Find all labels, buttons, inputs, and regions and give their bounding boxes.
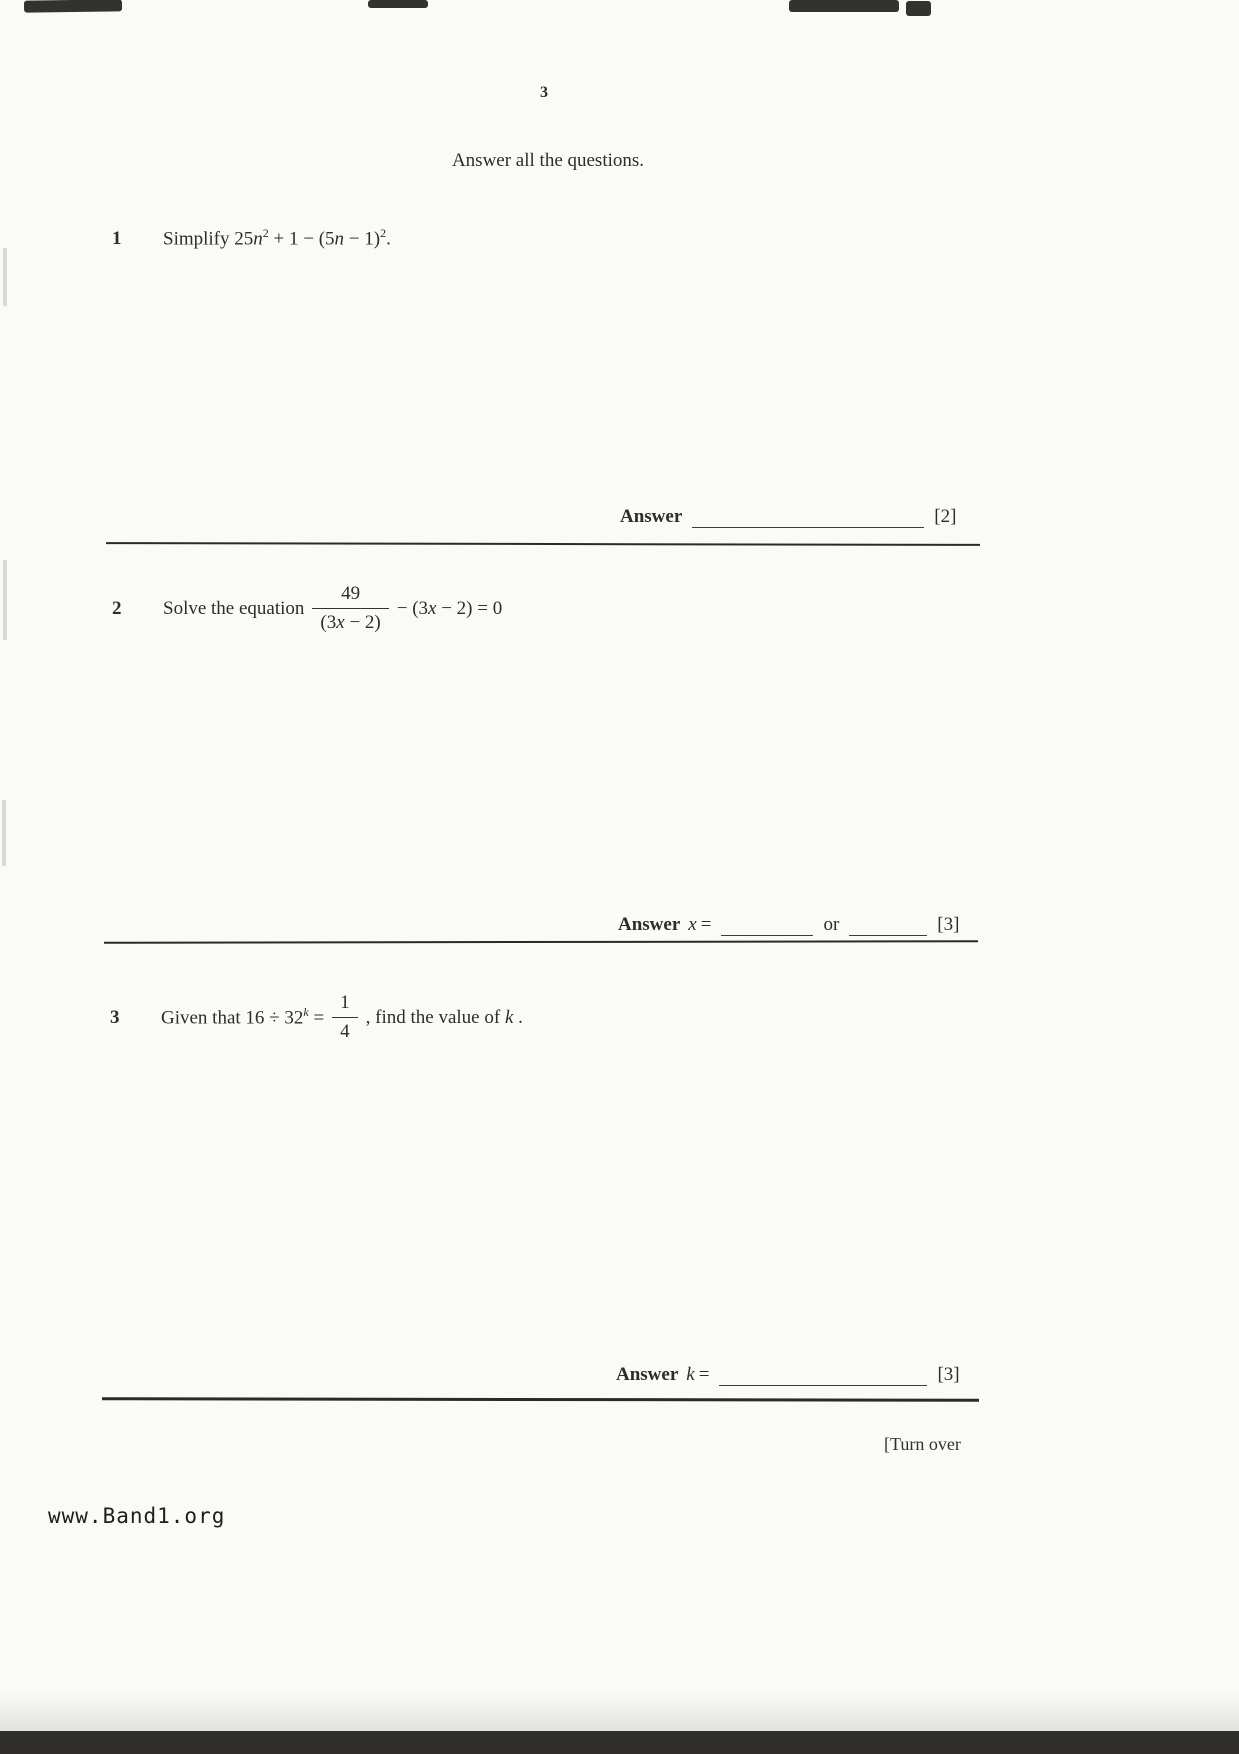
section-rule <box>106 542 980 546</box>
question-1-number: 1 <box>112 228 122 250</box>
q1-answer-row <box>620 506 956 528</box>
q1-marks: [2] <box>934 506 957 527</box>
scan-artifact <box>3 248 7 306</box>
page-number: 3 <box>540 84 548 101</box>
q3-marks: [3] <box>937 1364 960 1385</box>
q1-answer-label: Answer <box>620 506 683 527</box>
q3-exponent: k <box>303 1005 309 1020</box>
q2-answer-label: Answer <box>618 914 681 935</box>
question-1-text <box>163 226 391 250</box>
q1-variable: n <box>334 228 345 250</box>
scan-artifact <box>368 0 428 8</box>
question-2 <box>112 583 502 634</box>
q1-text-part: + 1 − (5 <box>268 228 335 250</box>
q2-fraction <box>312 583 388 634</box>
scan-bottom-shadow <box>0 1692 1239 1731</box>
q2-fraction-numerator: 49 <box>341 583 361 604</box>
question-1 <box>112 226 391 250</box>
q3-text-part: , find the value of <box>365 1006 505 1028</box>
scan-artifact <box>2 800 6 866</box>
q1-variable: n <box>253 228 263 250</box>
scan-bottom-bar <box>0 1731 1239 1754</box>
scan-artifact <box>3 560 7 640</box>
q2-answer-blank-2 <box>849 914 927 936</box>
q2-den-part: − 2) <box>344 612 381 633</box>
q2-answer-row <box>618 914 959 936</box>
question-2-number: 2 <box>112 597 122 619</box>
q3-text-part: = <box>308 1007 325 1029</box>
q2-or-label: or <box>823 914 840 935</box>
q3-answer-equals: = <box>698 1364 710 1385</box>
instruction-line: Answer all the questions. <box>451 150 645 171</box>
question-3-text-start <box>161 1005 324 1029</box>
q1-answer-blank <box>692 506 924 528</box>
question-3-text-end <box>366 1007 523 1029</box>
q2-den-part: (3 <box>320 612 337 633</box>
q3-fraction-numerator: 1 <box>340 992 350 1013</box>
q3-answer-label: Answer <box>616 1364 679 1385</box>
question-3-number: 3 <box>110 1006 120 1028</box>
q3-answer-row <box>616 1364 960 1386</box>
question-2-equation-rest <box>397 598 503 620</box>
q1-text-part: . <box>386 228 391 250</box>
q2-fraction-denominator <box>312 608 388 634</box>
scan-artifact <box>24 0 122 13</box>
q3-fraction-denominator: 4 <box>332 1017 358 1043</box>
q1-exponent: 2 <box>380 226 387 240</box>
q1-exponent: 2 <box>262 226 269 240</box>
q2-den-variable: x <box>336 612 345 633</box>
section-rule <box>102 1397 979 1401</box>
q2-answer-variable: x <box>688 914 697 935</box>
question-2-prompt: Solve the equation <box>163 597 305 619</box>
scan-artifact <box>906 1 931 16</box>
q3-fraction <box>332 992 358 1043</box>
q3-text-part: . <box>513 1006 523 1028</box>
question-3 <box>110 992 523 1043</box>
q2-rest-variable: x <box>428 597 437 619</box>
q2-answer-equals: = <box>700 914 712 935</box>
q2-rest-part: − 2) = 0 <box>436 597 503 619</box>
q2-rest-part: − (3 <box>396 597 429 619</box>
q3-text-part: Given that 16 ÷ 32 <box>161 1007 304 1029</box>
watermark-text: www.Band1.org <box>48 1504 226 1528</box>
q1-text-part: − 1) <box>344 228 381 250</box>
scan-artifact <box>789 0 899 12</box>
section-rule <box>104 940 978 944</box>
q3-answer-variable: k <box>686 1364 695 1385</box>
q2-answer-blank-1 <box>721 914 813 936</box>
q3-answer-blank <box>719 1364 927 1386</box>
q2-marks: [3] <box>937 914 960 935</box>
turn-over-label: [Turn over <box>884 1434 961 1454</box>
q3-variable: k <box>504 1006 514 1028</box>
q1-text-part: Simplify 25 <box>163 228 254 250</box>
